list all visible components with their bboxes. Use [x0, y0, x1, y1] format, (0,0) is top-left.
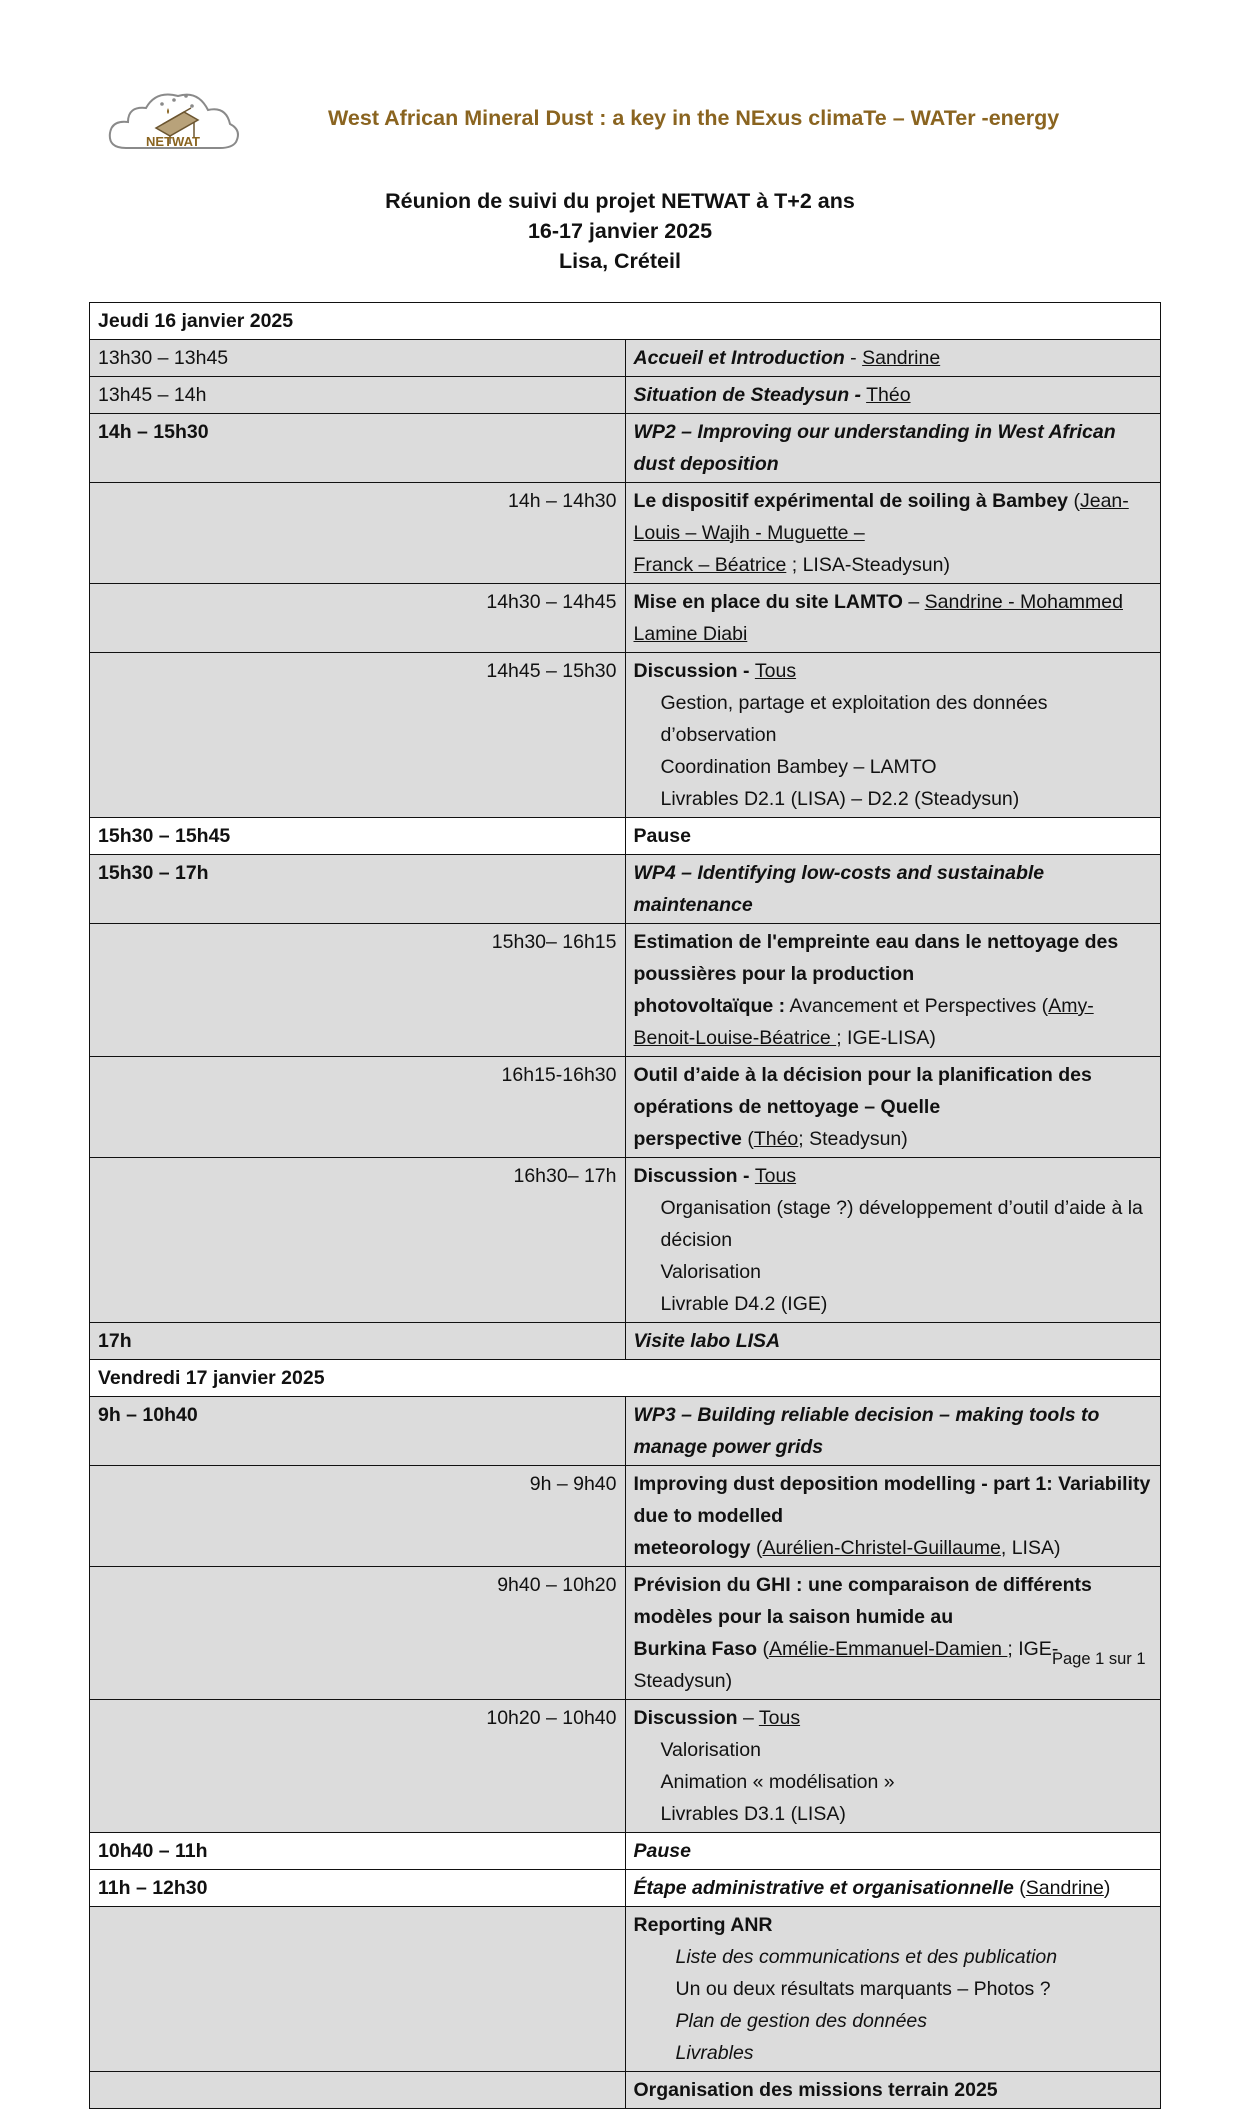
- agenda-row: [90, 2072, 1161, 2109]
- meeting-place: Lisa, Créteil: [559, 249, 681, 273]
- agenda-row: [90, 340, 1161, 377]
- list-item: Coordination Bambey – LAMTO: [660, 756, 937, 778]
- page-number: Page 1 sur 1: [1052, 1650, 1146, 1668]
- meeting-title: Réunion de suivi du projet NETWAT à T+2 ans: [385, 189, 855, 213]
- logo-text: NETWAT: [146, 134, 200, 149]
- list-item: Livrables D2.1 (LISA) – D2.2 (Steadysun): [660, 788, 1020, 810]
- list-item: Livrable D4.2 (IGE): [660, 1293, 828, 1315]
- agenda-row: [90, 1323, 1161, 1360]
- agenda-row: [90, 1700, 1161, 1833]
- time-cell: 14h – 15h30: [90, 414, 626, 483]
- day-label: Vendredi 17 janvier 2025: [90, 1360, 1161, 1397]
- session-cell: WP2 – Improving our understanding in West African dust deposition: [625, 414, 1161, 483]
- time-cell: [90, 1907, 626, 2072]
- list-item: Un ou deux résultats marquants – Photos ?: [675, 1978, 1051, 2000]
- time-cell: 17h: [90, 1323, 626, 1360]
- time-cell: 16h30– 17h: [90, 1158, 626, 1323]
- session-cell: Discussion – Tous Valorisation Animation « modélisation » Livrables D3.1 (LISA): [625, 1700, 1161, 1833]
- meeting-heading: [0, 186, 1240, 276]
- session-cell: Pause: [625, 818, 1161, 855]
- time-cell: 9h – 10h40: [90, 1397, 626, 1466]
- agenda-row: [90, 483, 1161, 584]
- session-cell: Prévision du GHI : une comparaison de différents modèles pour la saison humide au Burkina Faso (Amélie-Emmanuel-Damien ; IGE-Steadysun): [625, 1567, 1161, 1700]
- list-item: Plan de gestion des données: [675, 2010, 928, 2032]
- session-cell: Pause: [625, 1833, 1161, 1870]
- list-item: Valorisation: [660, 1739, 761, 1761]
- session-cell: WP3 – Building reliable decision – making tools to manage power grids: [625, 1397, 1161, 1466]
- agenda-row: [90, 584, 1161, 653]
- agenda-row: [90, 1907, 1161, 2072]
- day-header: [90, 1360, 1161, 1397]
- agenda-row: [90, 924, 1161, 1057]
- session-cell: Situation de Steadysun - Théo: [625, 377, 1161, 414]
- agenda-row: [90, 1466, 1161, 1567]
- time-cell: 10h40 – 11h: [90, 1833, 626, 1870]
- agenda-row: [90, 1158, 1161, 1323]
- agenda-row: [90, 1057, 1161, 1158]
- time-cell: 16h15-16h30: [90, 1057, 626, 1158]
- session-cell: WP4 – Identifying low-costs and sustainable maintenance: [625, 855, 1161, 924]
- day-header: [90, 303, 1161, 340]
- session-cell: [625, 1907, 1161, 2072]
- session-cell: Discussion - Tous Organisation (stage ?) développement d’outil d’aide à la décision Valorisation Livrable D4.2 (IGE): [625, 1158, 1161, 1323]
- list-item: Livrables D3.1 (LISA): [660, 1803, 846, 1825]
- session-cell: Discussion - Tous Gestion, partage et exploitation des données d’observation Coordination Bambey – LAMTO Livrables D2.1 (LISA) – D2.2 (Steadysun): [625, 653, 1161, 818]
- agenda-row: [90, 1567, 1161, 1700]
- session-cell: Le dispositif expérimental de soiling à Bambey (Jean-Louis – Wajih - Muguette – Franck – Béatrice ; LISA-Steadysun): [625, 483, 1161, 584]
- time-cell: 15h30 – 15h45: [90, 818, 626, 855]
- time-cell: 11h – 12h30: [90, 1870, 626, 1907]
- agenda-row: [90, 1870, 1161, 1907]
- time-cell: 13h45 – 14h: [90, 377, 626, 414]
- session-cell: Improving dust deposition modelling - part 1: Variability due to modelled meteorology (Aurélien-Christel-Guillaume, LISA): [625, 1466, 1161, 1567]
- list-item: Animation « modélisation »: [660, 1771, 895, 1793]
- time-cell: 14h – 14h30: [90, 483, 626, 584]
- session-cell: Mise en place du site LAMTO – Sandrine - Mohammed Lamine Diabi: [625, 584, 1161, 653]
- session-cell: Étape administrative et organisationnelle (Sandrine): [625, 1870, 1161, 1907]
- session-cell: Accueil et Introduction - Sandrine: [625, 340, 1161, 377]
- list-item: Organisation (stage ?) développement d’outil d’aide à la décision: [660, 1197, 1143, 1251]
- netwat-logo: [104, 78, 242, 154]
- session-cell: Estimation de l'empreinte eau dans le nettoyage des poussières pour la production photovoltaïque : Avancement et Perspectives (Amy-Benoit-Louise-Béatrice ; IGE-LISA): [625, 924, 1161, 1057]
- time-cell: 13h30 – 13h45: [90, 340, 626, 377]
- time-cell: 9h40 – 10h20: [90, 1567, 626, 1700]
- time-cell: 15h30 – 17h: [90, 855, 626, 924]
- meeting-dates: 16-17 janvier 2025: [527, 219, 713, 243]
- time-cell: 14h30 – 14h45: [90, 584, 626, 653]
- session-cell: Outil d’aide à la décision pour la planification des opérations de nettoyage – Quelle perspective (Théo; Steadysun): [625, 1057, 1161, 1158]
- list-item: Livrables: [675, 2042, 754, 2064]
- agenda-row: [90, 377, 1161, 414]
- agenda-table: [89, 302, 1161, 2109]
- time-cell: [90, 2072, 626, 2109]
- list-item: Gestion, partage et exploitation des données d’observation: [660, 692, 1048, 746]
- agenda-row: [90, 1397, 1161, 1466]
- agenda-row: [90, 1833, 1161, 1870]
- project-title: West African Mineral Dust : a key in the NExus climaTe – WATer -energy: [328, 106, 1060, 130]
- day-label: Jeudi 16 janvier 2025: [90, 303, 1161, 340]
- list-item: Liste des communications et des publication: [675, 1946, 1058, 1968]
- agenda-row: [90, 653, 1161, 818]
- session-cell: Organisation des missions terrain 2025: [625, 2072, 1161, 2109]
- agenda-row: [90, 414, 1161, 483]
- time-cell: 10h20 – 10h40: [90, 1700, 626, 1833]
- list-item: Valorisation: [660, 1261, 761, 1283]
- time-cell: 9h – 9h40: [90, 1466, 626, 1567]
- time-cell: 15h30– 16h15: [90, 924, 626, 1057]
- agenda-row: [90, 818, 1161, 855]
- session-cell: Visite labo LISA: [625, 1323, 1161, 1360]
- time-cell: 14h45 – 15h30: [90, 653, 626, 818]
- agenda-row: [90, 855, 1161, 924]
- subheading: Reporting ANR: [633, 1914, 773, 1936]
